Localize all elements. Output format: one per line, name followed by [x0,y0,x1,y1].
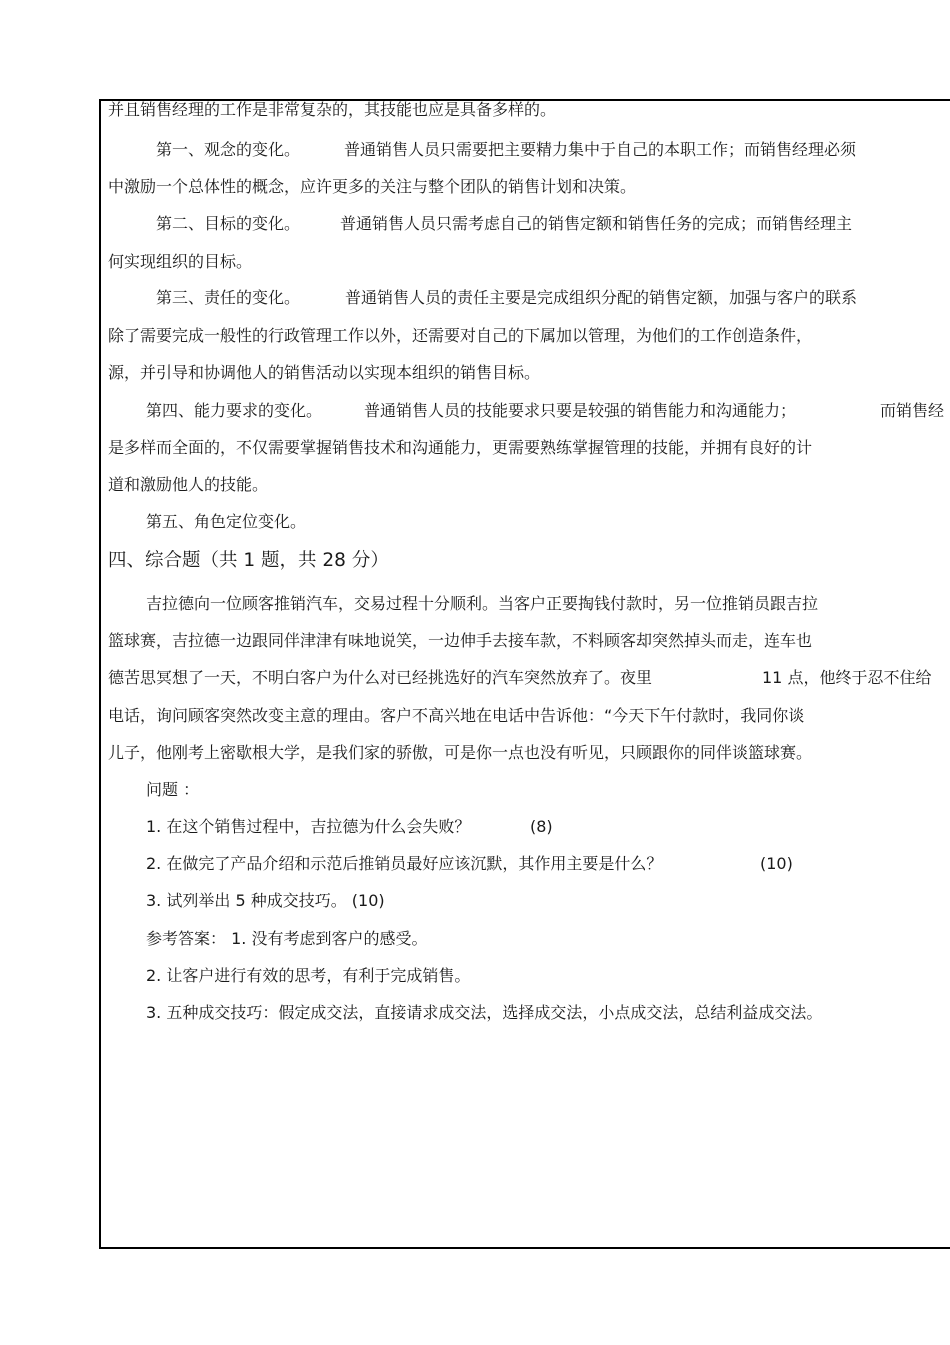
text-line: 并且销售经理的工作是非常复杂的，其技能也应是具备多样的。 [108,100,557,119]
point-five-title: 第五、角色定位变化。 [146,512,307,531]
question-1: 1. 在这个销售过程中，吉拉德为什么会失败？ [146,817,471,836]
point-one-text: 普通销售人员只需要把主要精力集中于自己的本职工作；而销售经理必须 [344,140,857,159]
point-four-text: 普通销售人员的技能要求只要是较强的销售能力和沟通能力； [364,401,797,420]
case-paragraph-line: 儿子，他刚考上密歇根大学，是我们家的骄傲，可是你一点也没有听见，只顾跟你的同伴谈篮球赛。 [108,743,813,762]
case-paragraph-line: 电话，询问顾客突然改变主意的理由。客户不高兴地在电话中告诉他：“今天下午付款时，我同你谈 [108,706,805,725]
case-paragraph-line: 德苦思冥想了一天，不明白客户为什么对已经挑选好的汽车突然放弃了。夜里 [108,668,653,687]
point-three-text: 普通销售人员的责任主要是完成组织分配的销售定额，加强与客户的联系 [345,288,858,307]
text-line: 除了需要完成一般性的行政管理工作以外，还需要对自己的下属加以管理，为他们的工作创造条件， [108,326,813,345]
question-2-score: (10) [760,854,793,873]
question-3: 3. 试列举出 5 种成交技巧。 (10) [146,891,385,910]
answer-3: 3. 五种成交技巧：假定成交法，直接请求成交法，选择成交法，小点成交法，总结利益成交法。 [146,1003,823,1022]
answer-2: 2. 让客户进行有效的思考，有利于完成销售。 [146,966,471,985]
section-heading: 四、综合题（共 1 题，共 28 分） [108,550,389,571]
point-two-title: 第二、目标的变化。 [156,214,301,233]
case-paragraph-line: 吉拉德向一位顾客推销汽车，交易过程十分顺利。当客户正要掏钱付款时，另一位推销员跟吉拉 [146,594,819,613]
answer-1: 参考答案： 1. 没有考虑到客户的感受。 [146,929,428,948]
text-line: 何实现组织的目标。 [108,252,253,271]
text-line: 中激励一个总体性的概念，应许更多的关注与整个团队的销售计划和决策。 [108,177,637,196]
questions-label: 问题 ： [146,780,200,799]
question-1-score: (8) [530,817,553,836]
point-two-text: 普通销售人员只需考虑自己的销售定额和销售任务的完成；而销售经理主 [340,214,853,233]
text-line: 源，并引导和协调他人的销售活动以实现本组织的销售目标。 [108,363,541,382]
text-line: 道和激励他人的技能。 [108,475,269,494]
point-four-title: 第四、能力要求的变化。 [146,401,323,420]
text-line: 是多样而全面的，不仅需要掌握销售技术和沟通能力，更需要熟练掌握管理的技能，并拥有良好的计 [108,438,813,457]
case-paragraph-line-end: 11 点，他终于忍不住给 [762,668,932,687]
point-four-text-end: 而销售经 [880,401,945,420]
case-paragraph-line: 篮球赛，吉拉德一边跟同伴津津有味地说笑，一边伸手去接车款，不料顾客却突然掉头而走，连车也 [108,631,813,650]
point-three-title: 第三、责任的变化。 [156,288,301,307]
question-2: 2. 在做完了产品介绍和示范后推销员最好应该沉默，其作用主要是什么？ [146,854,663,873]
point-one-title: 第一、观念的变化。 [156,140,301,159]
